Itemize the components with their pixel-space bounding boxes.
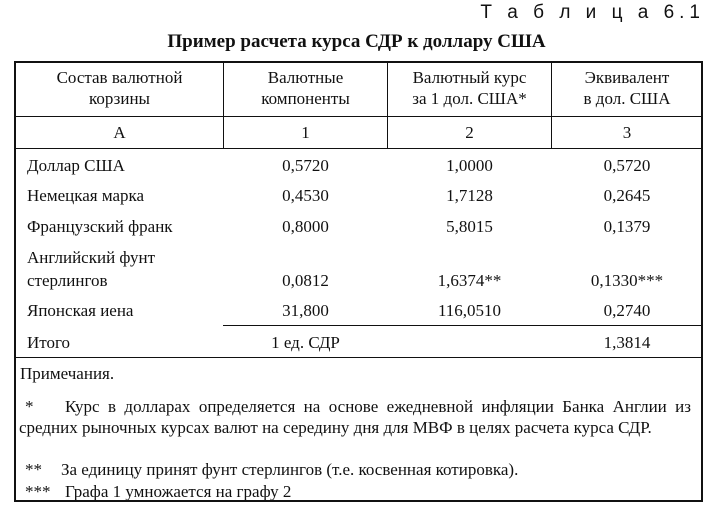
column-code-2: 2 [465, 123, 474, 142]
note-3-text: Графа 1 умножается на графу 2 [65, 482, 292, 501]
header-equivalent-line2: в дол. США [583, 89, 671, 108]
total-divider [223, 325, 703, 326]
total-label: Итого [27, 333, 71, 352]
row-dem-c1: 0,4530 [282, 186, 329, 205]
header-equivalent-line1: Эквивалент [584, 68, 670, 87]
note-3 [19, 481, 691, 502]
table-number: Т а б л и ц а 6.1 [480, 2, 705, 23]
row-gbp-name2: стерлингов [27, 271, 108, 290]
row-frf-c2: 5,8015 [446, 217, 493, 236]
row-gbp-c1: 0,0812 [282, 271, 329, 290]
column-code-3: 3 [622, 123, 632, 142]
row-dem-c2: 1,7128 [446, 186, 493, 205]
codes-divider [14, 148, 703, 149]
row-dem-name: Немецкая марка [27, 186, 145, 205]
row-jpy-c2: 116,0510 [437, 301, 502, 320]
total-c1: 1 ед. СДР [271, 333, 340, 352]
header-rate [388, 67, 551, 109]
row-gbp-name: Английский фунт [27, 248, 156, 267]
row-jpy-c1: 31,800 [282, 301, 329, 320]
header-rate-line2: за 1 дол. США* [412, 89, 527, 108]
note-2 [19, 459, 691, 480]
row-gbp-c2: 1,6374** [437, 271, 502, 290]
note-3-mark: *** [25, 482, 51, 501]
note-2-text: За единицу принят фунт стерлингов (т.е. косвенная котировка). [61, 460, 519, 479]
row-gbp-c3: 0,1330*** [590, 271, 664, 290]
note-1 [19, 396, 691, 438]
row-frf-name: Французский франк [27, 217, 173, 236]
row-usd-c1: 0,5720 [282, 156, 329, 175]
notes-title: Примечания. [20, 364, 115, 383]
row-usd-c3: 0,5720 [603, 156, 651, 175]
header-divider [14, 116, 703, 117]
row-frf-c1: 0,8000 [282, 217, 329, 236]
header-components-line1: Валютные [267, 68, 344, 87]
column-code-1: 1 [301, 123, 310, 142]
header-composition-line2: корзины [89, 89, 150, 108]
total-c3: 1,3814 [603, 333, 651, 352]
header-equivalent [552, 67, 702, 109]
header-components [224, 67, 387, 109]
header-composition [16, 67, 223, 109]
notes-divider [14, 357, 703, 358]
note-1-text: Курс в долларах определяется на основе ежедневной инфляции Банка Англии из средних рыночных курсах валют на середину дня для МВФ в целях расчета курса СДР. [19, 397, 691, 437]
row-usd-name: Доллар США [27, 156, 125, 175]
row-frf-c3: 0,1379 [603, 217, 651, 236]
row-jpy-name: Японская иена [27, 301, 134, 320]
header-rate-line1: Валютный курс [412, 68, 527, 87]
note-1-mark: * [25, 397, 34, 416]
row-jpy-c3: 0,2740 [603, 301, 651, 320]
table-title: Пример расчета курса СДР к доллару США [167, 31, 546, 52]
note-2-mark: ** [25, 460, 42, 479]
row-usd-c2: 1,0000 [446, 156, 493, 175]
header-composition-line1: Состав валютной [56, 68, 183, 87]
column-code-a: А [113, 123, 126, 142]
row-dem-c3: 0,2645 [603, 186, 651, 205]
header-components-line2: компоненты [261, 89, 350, 108]
